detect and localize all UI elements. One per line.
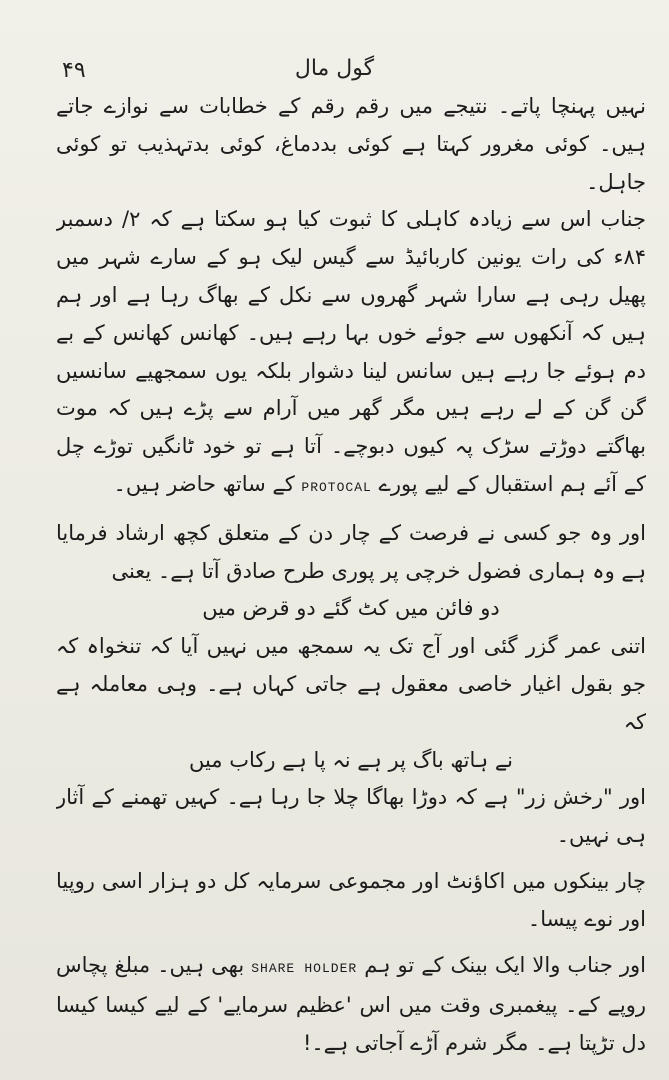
paragraph-6: چار بینکوں میں اکاؤنٹ اور مجموعی سرمایہ کل دو ہزار اسی روپیا اور نوے پیسا۔ [56, 868, 646, 931]
paragraph-7: اور جناب والا ایک بینک کے تو ہم SHARE HOLDER بھی ہیں۔ مبلغ پچاس روپے کے۔ پیغمبری وقت میں اس 'عظیم سرمایے' کے لیے کیسا کیسا دل تڑپتا ہے۔ مگر شرم آڑے آجاتی ہے۔! [56, 952, 646, 1056]
latin-word-share-holder: SHARE HOLDER [251, 960, 358, 976]
paragraph-2: جناب اس سے زیادہ کاہلی کا ثبوت کیا ہو سکتا ہے کہ ۲/ دسمبر ۸۴ء کی رات یونین کاربائیڈ سے گیس لیک ہو کے سارے شہر میں پھیل رہی ہے سارا شہر گھروں سے نکل کے بھاگ رہا ہے اور ہم ہیں کہ آنکھوں سے جوئے خوں بہا رہے ہیں۔ کھانس کھانس کے بے دم ہوئے جا رہے ہیں سانس لینا دشوار بلکہ یوں سمجھیے سانسیں گن گن کے لے رہے ہیں مگر گھر میں آرام سے پڑے ہیں کہ موت بھاگتے دوڑتے سڑک پہ کیوں دبوچے۔ آتا ہے تو خود ٹانگیں توڑے چل کے آئے ہم استقبال کے لیے پورے PROTOCAL کے ساتھ حاضر ہیں۔ [56, 207, 646, 496]
paragraph-5: اور "رخش زر" ہے کہ دوڑا بھاگا چلا جا رہا ہے۔ کہیں تھمنے کے آثار ہی نہیں۔ [56, 785, 646, 848]
running-title: گول مال [294, 56, 375, 81]
page-number: ۴۹ [62, 58, 86, 83]
verse-line-2: نے ہاتھ باگ پر ہے نہ پا ہے رکاب میں [188, 747, 513, 772]
paragraph-3: اور وہ جو کسی نے فرصت کے چار دن کے متعلق کچھ ارشاد فرمایا ہے وہ ہماری فضول خرچی پر پوری طرح صادق آتا ہے۔ یعنی [56, 520, 646, 583]
body-text [56, 88, 646, 1068]
latin-word-protocal: PROTOCAL [301, 479, 372, 495]
verse-line-1: دو فائن میں کٹ گئے دو قرض میں [202, 596, 500, 621]
paragraph-1: نہیں پہنچا پاتے۔ نتیجے میں رقم رقم کے خطابات سے نوازے جاتے ہیں۔ کوئی مغرور کہتا ہے کوئی بددماغ، کوئی بدتہذیب تو کوئی جاہل۔ [56, 94, 646, 194]
paragraph-4: اتنی عمر گزر گئی اور آج تک یہ سمجھ میں نہیں آیا کہ تنخواہ کہ جو بقول اغیار خاصی معقول ہے جاتی کہاں ہے۔ وہی معاملہ ہے کہ [56, 634, 646, 734]
